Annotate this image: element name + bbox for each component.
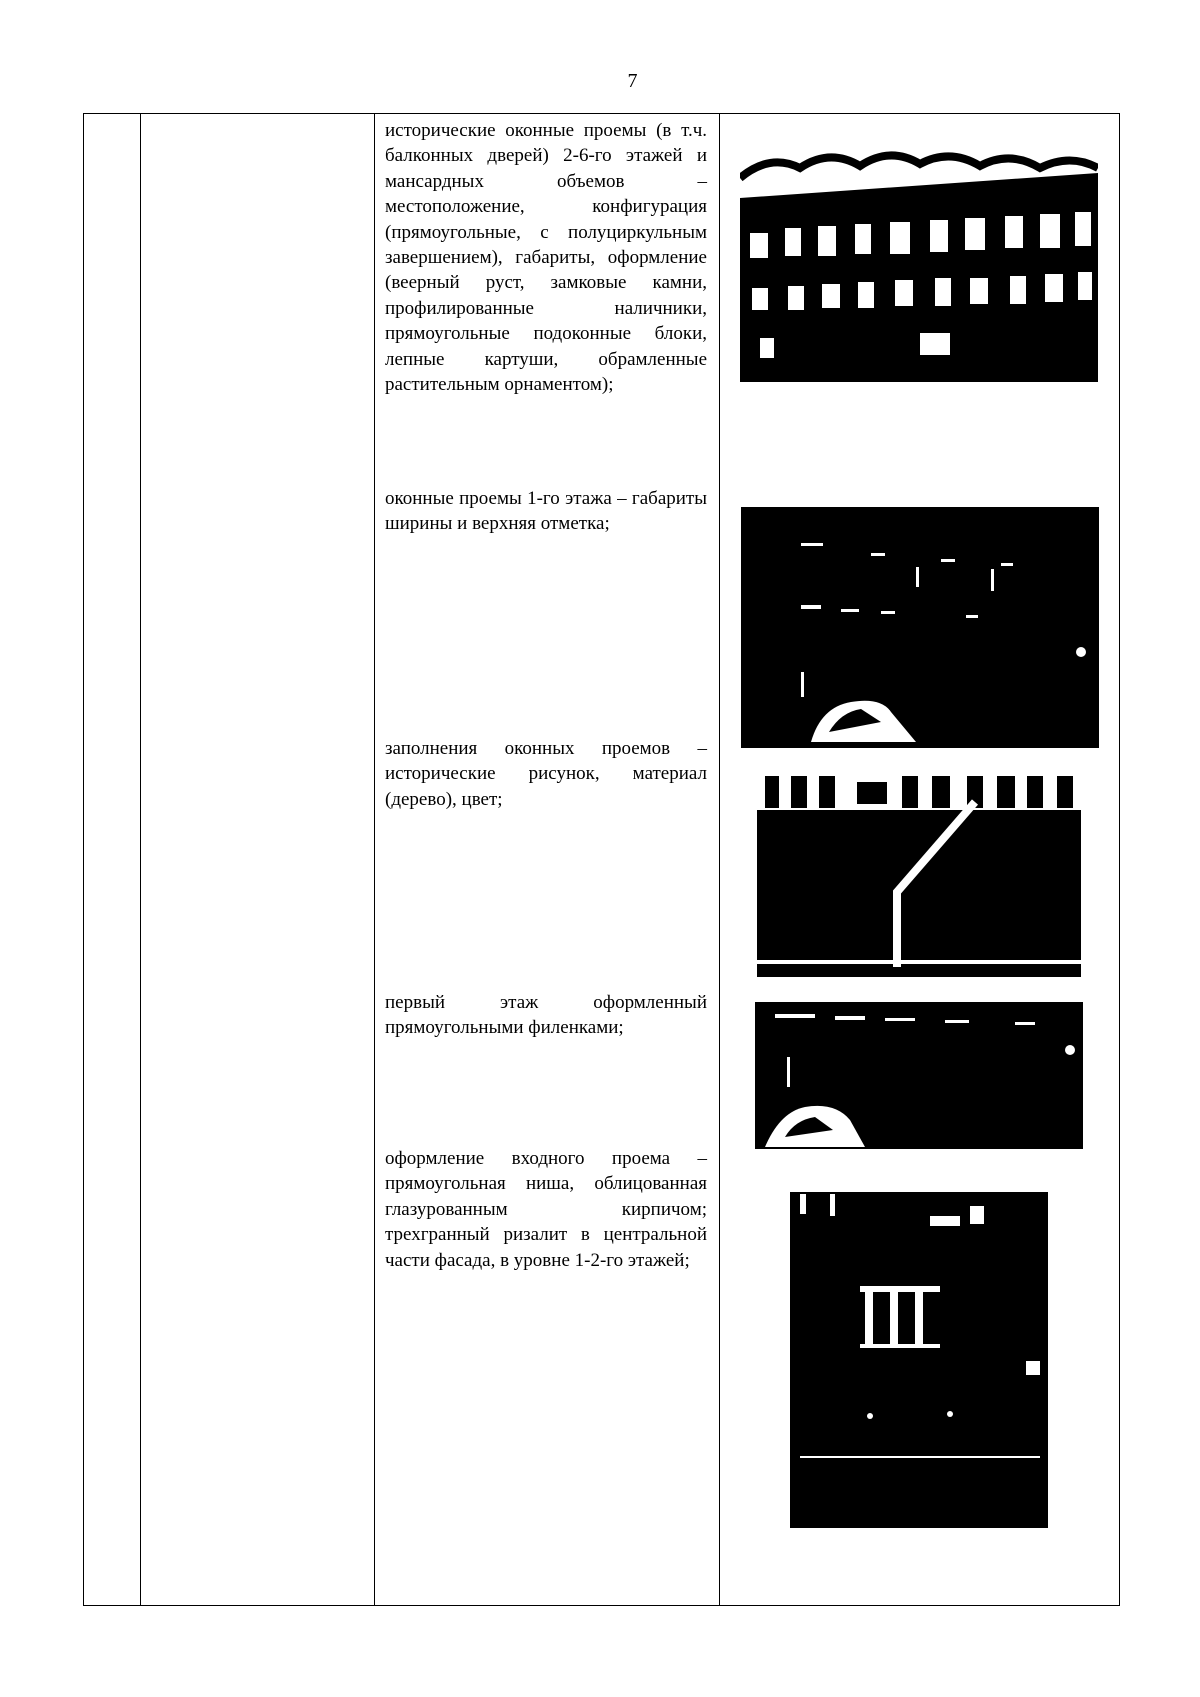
feature-description: заполнения оконных проемов – исторические рисунок, материал (дерево), цвет; (385, 738, 707, 810)
feature-description: оформление входного проема – прямоугольная ниша, облицованная глазурованным кирпичом; трехгранный ризалит в центральной части фасада, в уровне 1-2-го этажей; (385, 1148, 707, 1271)
feature-description: исторические оконные проемы (в т.ч. балконных дверей) 2-6-го этажей и мансардных объемов – местоположение, конфигурация (прямоугольные, с полуциркульным завершением), габариты, оформление (веерный руст, замковые камни, профилированные наличники, прямоугольные подоконные блоки, лепные картуши, обрамленные растительным орнаментом); (385, 120, 707, 396)
column-divider (374, 114, 375, 1605)
window-fillings-photo (757, 772, 1081, 977)
column-divider (719, 114, 720, 1605)
facade-upper-windows-photo (740, 138, 1098, 382)
entrance-risalit-photo (790, 1176, 1048, 1528)
feature-description: оконные проемы 1-го этажа – габариты ширины и верхняя отметка; (385, 488, 707, 535)
column-divider (140, 114, 141, 1605)
ground-floor-windows-photo (741, 507, 1099, 748)
feature-description: первый этаж оформленный прямоугольными филенками; (385, 992, 707, 1039)
first-floor-panels-photo (755, 1002, 1083, 1149)
page-number: 7 (627, 70, 638, 92)
